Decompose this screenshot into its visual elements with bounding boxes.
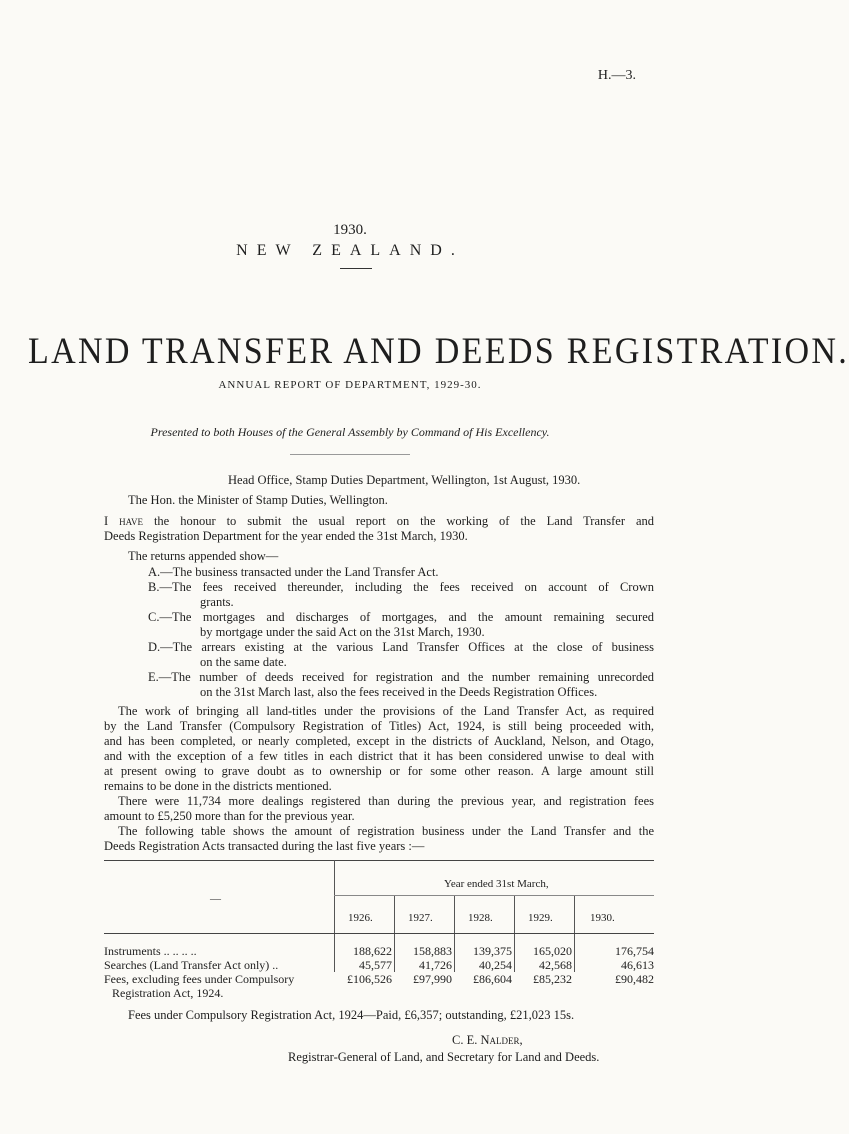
- signatory-name: C. E. Nalder,: [452, 1033, 523, 1047]
- returns-intro: The returns appended show—: [128, 549, 279, 563]
- paragraph-3-line-1: The following table shows the amount of registration business under the Land Transfer and the: [118, 824, 654, 838]
- table-cell: 158,883: [413, 944, 452, 958]
- document-title: LAND TRANSFER AND DEEDS REGISTRATION.: [28, 331, 849, 372]
- paragraph-1-line-2: by the Land Transfer (Compulsory Registration of Titles) Act, 1924, is still being proceeded with,: [104, 719, 654, 733]
- table-blank-header: —: [210, 893, 221, 905]
- dateline: Head Office, Stamp Duties Department, Wellington, 1st August, 1930.: [228, 473, 581, 487]
- table-divider-4: [574, 896, 575, 972]
- row-label: Instruments .. .. .. ..: [104, 944, 197, 958]
- paragraph-1-line-4: and with the exception of a few titles in each district that it has been considered unwise to deal with: [104, 749, 654, 763]
- table-divider-3: [514, 896, 515, 972]
- table-divider-main: [334, 860, 335, 972]
- year-header: 1928.: [468, 912, 493, 924]
- table-cell: 139,375: [473, 944, 512, 958]
- paragraph-3-line-2: Deeds Registration Acts transacted during the last five years :—: [104, 839, 425, 853]
- table-cell: 165,020: [533, 944, 572, 958]
- table-cell: 42,568: [539, 958, 572, 972]
- year-header: 1930.: [590, 912, 615, 924]
- signatory-title: Registrar-General of Land, and Secretary for Land and Deeds.: [288, 1050, 600, 1064]
- row-label: Searches (Land Transfer Act only) ..: [104, 958, 279, 972]
- row-label: Fees, excluding fees under Compulsory: [104, 972, 295, 986]
- table-group-header: Year ended 31st March,: [444, 878, 549, 890]
- table-cell: £85,232: [533, 972, 572, 986]
- table-header-rule: [104, 933, 654, 934]
- document-subtitle: ANNUAL REPORT OF DEPARTMENT, 1929-30.: [218, 379, 482, 391]
- table-top-rule: [104, 860, 654, 861]
- addressee: The Hon. the Minister of Stamp Duties, Wellington.: [128, 493, 388, 507]
- return-item-e-cont: on the 31st March last, also the fees received in the Deeds Registration Offices.: [200, 685, 598, 699]
- paragraph-2-line-1: There were 11,734 more dealings registered than during the previous year, and registration fees: [118, 794, 654, 808]
- intro-rest: the honour to submit the usual report on the working of the Land Transfer and: [142, 514, 655, 528]
- return-item-d-cont: on the same date.: [200, 655, 287, 669]
- table-cell: £90,482: [615, 972, 654, 986]
- table-divider-1: [394, 896, 395, 972]
- return-item-c-cont: by mortgage under the said Act on the 31st March, 1930.: [200, 625, 485, 639]
- paragraph-1-line-6: remains to be done in the districts mentioned.: [104, 779, 332, 793]
- country-heading: NEW ZEALAND.: [236, 242, 464, 259]
- table-divider-2: [454, 896, 455, 972]
- fees-note: Fees under Compulsory Registration Act, 1924—Paid, £6,357; outstanding, £21,023 15s.: [128, 1008, 575, 1022]
- year-header: 1926.: [348, 912, 373, 924]
- table-cell: 46,613: [621, 958, 654, 972]
- paragraph-1-line-3: and has been completed, or nearly completed, except in the districts of Auckland, Nelson, and Otago,: [104, 734, 654, 748]
- table-cell: 188,622: [353, 944, 392, 958]
- return-item-e: E.—The number of deeds received for registration and the number remaining unrecorded: [148, 670, 654, 684]
- report-year: 1930.: [333, 222, 367, 238]
- presented-note: Presented to both Houses of the General Assembly by Command of His Excellency.: [150, 425, 550, 439]
- return-item-b-cont: grants.: [200, 595, 234, 609]
- return-item-a: A.—The business transacted under the Land Transfer Act.: [148, 565, 439, 579]
- table-group-rule: [334, 895, 654, 896]
- paragraph-1-line-5: at present owing to grave doubt as to ownership or for some other reason. A large amount still: [104, 764, 654, 778]
- intro-line-2: Deeds Registration Department for the year ended the 31st March, 1930.: [104, 529, 468, 543]
- row-label-cont: Registration Act, 1924.: [112, 986, 224, 1000]
- table-cell: 45,577: [359, 958, 392, 972]
- report-reference: H.—3.: [597, 68, 636, 83]
- table-cell: 41,726: [419, 958, 452, 972]
- table-cell: 176,754: [615, 944, 654, 958]
- intro-line-1: [104, 514, 654, 529]
- table-cell: £97,990: [413, 972, 452, 986]
- paragraph-1-line-1: The work of bringing all land-titles under the provisions of the Land Transfer Act, as required: [118, 704, 654, 718]
- intro-lead: I have: [104, 514, 143, 528]
- return-item-b: B.—The fees received thereunder, including the fees received on account of Crown: [148, 580, 654, 594]
- table-cell: 40,254: [479, 958, 512, 972]
- table-cell: £106,526: [347, 972, 392, 986]
- year-header: 1929.: [528, 912, 553, 924]
- return-item-d: D.—The arrears existing at the various Land Transfer Offices at the close of business: [148, 640, 654, 654]
- table-cell: £86,604: [473, 972, 512, 986]
- paragraph-2-line-2: amount to £5,250 more than for the previous year.: [104, 809, 355, 823]
- return-item-c: C.—The mortgages and discharges of mortgages, and the amount remaining secured: [148, 610, 654, 624]
- year-header: 1927.: [408, 912, 433, 924]
